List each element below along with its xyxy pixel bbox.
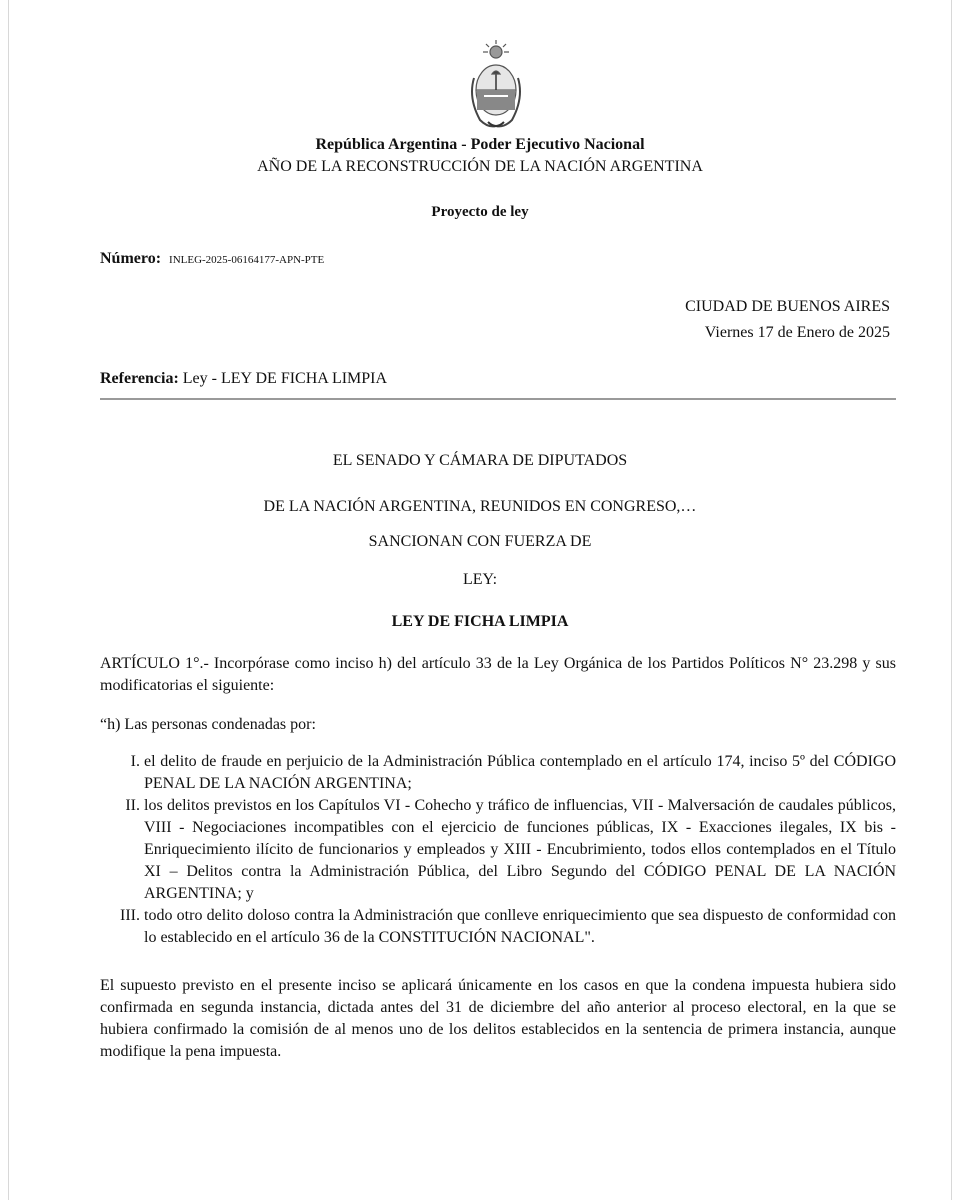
list-item bbox=[100, 751, 896, 795]
coat-of-arms-icon bbox=[466, 38, 526, 130]
document-type: Proyecto de ley bbox=[431, 204, 529, 220]
place: CIUDAD DE BUENOS AIRES bbox=[685, 298, 890, 315]
preamble-line-3: SANCIONAN CON FUERZA DE bbox=[368, 533, 592, 550]
number-value: INLEG-2025-06164177-APN-PTE bbox=[169, 254, 325, 266]
reference-value: Ley - LEY DE FICHA LIMPIA bbox=[178, 370, 388, 387]
list-item bbox=[100, 795, 896, 905]
item-number: II. bbox=[125, 797, 140, 814]
document-number bbox=[100, 250, 324, 268]
law-title: LEY DE FICHA LIMPIA bbox=[391, 613, 569, 630]
reference bbox=[100, 370, 387, 388]
list-item bbox=[100, 905, 896, 949]
article-1: ARTÍCULO 1°.- Incorpórase como inciso h) del artículo 33 de la Ley Orgánica de los Partidos Políticos N° 23.298 y sus modificatorias el siguiente: bbox=[100, 655, 896, 694]
header-republic: República Argentina - Poder Ejecutivo Nacional bbox=[315, 136, 645, 153]
offense-list bbox=[100, 751, 896, 949]
preamble-line-1: EL SENADO Y CÁMARA DE DIPUTADOS bbox=[332, 452, 628, 469]
closing-paragraph: El supuesto previsto en el presente inciso se aplicará únicamente en los casos en que la condena impuesta hubiera sido confirmada en segunda instancia, dictada antes del 31 de diciembre del año anterior al proceso electoral, en la que se hubiera confirmado la comisión de al menos uno de los delitos establecidos en la sentencia de primera instancia, aunque modifique la pena impuesta. bbox=[100, 977, 896, 1060]
preamble-line-2: DE LA NACIÓN ARGENTINA, REUNIDOS EN CONGRESO,… bbox=[263, 498, 697, 515]
number-label: Número: bbox=[100, 250, 162, 267]
date: Viernes 17 de Enero de 2025 bbox=[704, 324, 890, 341]
preamble-line-4: LEY: bbox=[462, 571, 498, 588]
divider bbox=[100, 398, 896, 400]
header-year-motto: AÑO DE LA RECONSTRUCCIÓN DE LA NACIÓN ARGENTINA bbox=[257, 158, 703, 175]
inciso-intro: “h) Las personas condenadas por: bbox=[100, 716, 316, 733]
item-text: los delitos previstos en los Capítulos VI - Cohecho y tráfico de influencias, VII - Malversación de caudales públicos, VIII - Negociaciones incompatibles con el ejercicio de funciones públicas, IX - Exacciones ilegales, IX bis - Enriquecimiento ilícito de funcionarios y empleados y XIII - Encubrimiento, todos ellos contemplados en el Título XI – Delitos contra la Administración Pública, del Libro Segundo del CÓDIGO PENAL DE LA NACIÓN ARGENTINA; y bbox=[144, 797, 896, 902]
item-number: III. bbox=[120, 907, 140, 924]
item-number: I. bbox=[130, 753, 140, 770]
item-text: todo otro delito doloso contra la Administración que conlleve enriquecimiento que sea dispuesto de conformidad con lo establecido en el artículo 36 de la CONSTITUCIÓN NACIONAL". bbox=[144, 907, 896, 946]
reference-label: Referencia: bbox=[100, 370, 179, 387]
item-text: el delito de fraude en perjuicio de la Administración Pública contemplado en el artículo 174, inciso 5º del CÓDIGO PENAL DE LA NACIÓN ARGENTINA; bbox=[144, 753, 896, 792]
